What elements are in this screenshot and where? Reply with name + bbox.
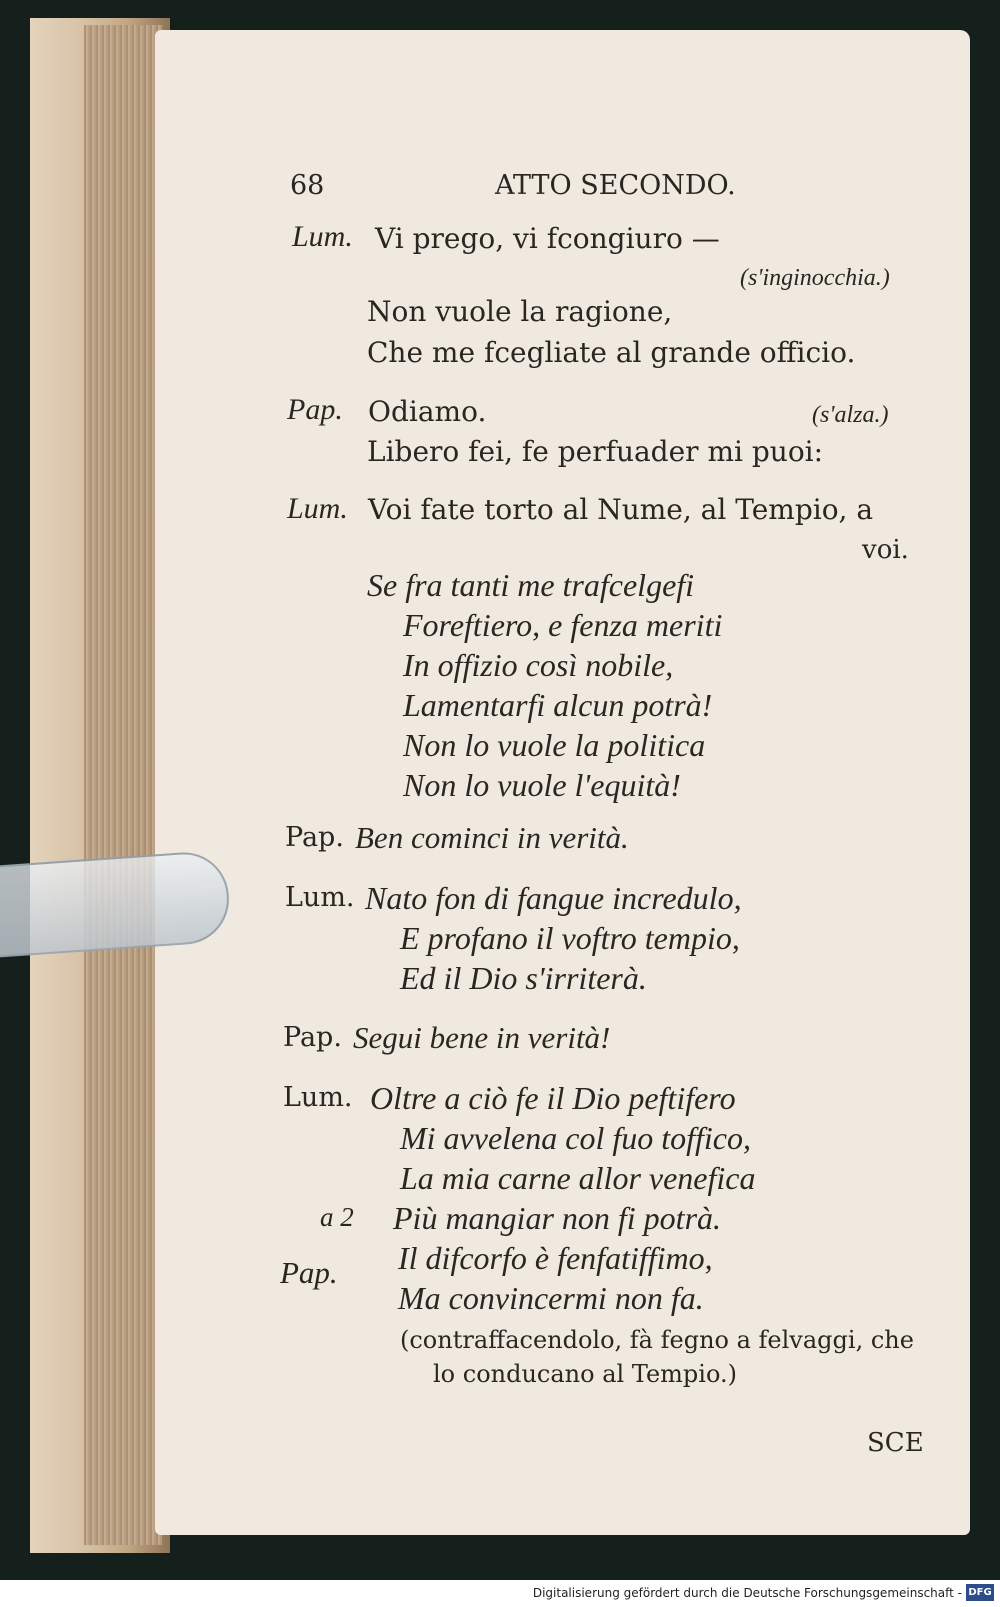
aria-line: Lamentarfi alcun potrà!	[403, 687, 713, 723]
page-number: 68	[290, 170, 325, 201]
verse-line: voi.	[862, 535, 909, 565]
running-head: ATTO SECONDO.	[495, 170, 736, 201]
aria-line: La mia carne allor venefica	[400, 1160, 756, 1196]
aria-line: Ben cominci in verità.	[355, 820, 629, 855]
speaker-label: Lum.	[285, 882, 355, 913]
aria-line: Mi avvelena col fuo toffico,	[400, 1120, 751, 1156]
verse-line: Vi prego, vi fcongiuro —	[375, 222, 720, 255]
stage-direction: lo conducano al Tempio.)	[433, 1360, 737, 1388]
aria-line: Foreftiero, e fenza meriti	[403, 607, 723, 643]
aria-line: Non lo vuole l'equità!	[403, 767, 681, 803]
speaker-label: Pap.	[285, 822, 344, 853]
speaker-label: Lum.	[283, 1082, 353, 1113]
aria-line: In offizio così nobile,	[403, 647, 674, 683]
speaker-label: Lum.	[292, 220, 353, 253]
aria-line: Il difcorfo è fenfatiffimo,	[398, 1240, 713, 1276]
duet-mark: a 2	[320, 1202, 354, 1232]
speaker-label: Pap.	[283, 1022, 342, 1053]
aria-line: E profano il voftro tempio,	[400, 920, 740, 956]
stage-direction: (contraffacendolo, fà fegno a felvaggi, che	[400, 1326, 914, 1354]
glass-page-weight	[0, 849, 232, 958]
verse-line: Voi fate torto al Nume, al Tempio, a	[368, 493, 874, 526]
page-edges	[84, 25, 162, 1545]
funding-credit: Digitalisierung gefördert durch die Deutsche Forschungsgemeinschaft -	[532, 1586, 962, 1600]
aria-line: Ma convincermi non fa.	[398, 1280, 704, 1316]
stage-direction: (s'inginocchia.)	[740, 265, 890, 291]
catchword: SCE	[867, 1428, 924, 1458]
aria-line: Se fra tanti me trafcelgefi	[367, 567, 695, 603]
aria-line: Non lo vuole la politica	[403, 727, 706, 763]
stage-direction: (s'alza.)	[812, 402, 889, 428]
aria-line: Ed il Dio s'irriterà.	[400, 960, 647, 996]
speaker-label: Pap.	[280, 1255, 338, 1290]
speaker-label: Lum.	[287, 492, 348, 525]
verse-line: Odiamo.	[368, 395, 487, 428]
dfg-logo: DFG	[966, 1584, 994, 1601]
aria-line: Segui bene in verità!	[353, 1020, 611, 1055]
aria-line: Più mangiar non fi potrà.	[393, 1200, 722, 1236]
book-page	[155, 30, 970, 1535]
verse-line: Non vuole la ragione,	[367, 295, 673, 328]
speaker-label: Pap.	[287, 393, 343, 426]
aria-line: Nato fon di fangue incredulo,	[365, 880, 742, 916]
verse-line: Che me fcegliate al grande officio.	[367, 336, 856, 369]
verse-line: Libero fei, fe perfuader mi puoi:	[367, 435, 824, 468]
aria-line: Oltre a ciò fe il Dio peftifero	[370, 1080, 736, 1116]
